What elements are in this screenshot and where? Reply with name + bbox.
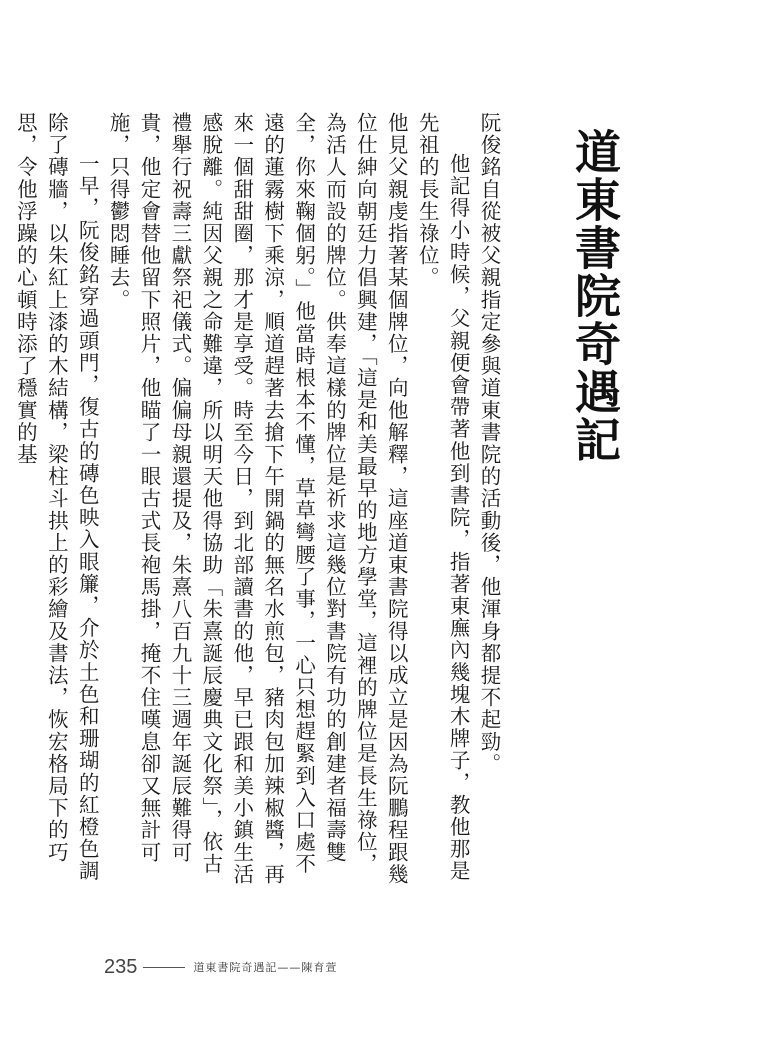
footer-divider xyxy=(143,967,185,968)
paragraph-4: 一早，阮俊銘穿過頭門，復古的磚色映入眼簾，介於土色和珊瑚的紅橙色調除了磚牆，以朱紅上漆的木結構，梁柱斗拱上的彩繪及書法，恢宏格局下的巧思，令他浮躁的心頓時添了穩實的基 xyxy=(13,112,100,883)
body-text xyxy=(13,112,504,892)
paragraph-2: 他記得小時候，父親便會帶著他到書院，指著東廡內幾塊木牌子，教他那是先祖的長生祿位。 xyxy=(415,112,471,883)
page-number: 235 xyxy=(104,955,138,978)
running-title: 道東書院奇遇記——陳育萱 xyxy=(193,961,338,974)
paragraph-1: 阮俊銘自從被父親指定參與道東書院的活動後，他渾身都提不起勁。 xyxy=(477,112,501,775)
chapter-title: 道東書院奇遇記 xyxy=(568,128,622,464)
paragraph-3: 他見父親虔指著某個牌位，向他解釋，這座道東書院得以成立是因為阮鵬程跟幾位仕紳向朝廷力倡興建，「這是和美最早的地方學堂，這裡的牌位是長生祿位，為活人而設的牌位。供奉這樣的牌位是祈求這幾位對書院有功的創建者福壽雙全，你來鞠個躬。」他當時根本不懂，草草彎腰了事，一心只想趕緊到入口處不遠的蓮霧樹下乘涼，順道趕著去搶下午開鍋的無名水煎包，豬肉包加辣椒醬，再來一個甜甜圈，那才是享受。時至今日，到北部讀書的他，早已跟和美小鎮生活感脫離。純因父親之命難違，所以明天他得協助「朱熹誕辰慶典文化祭」，依古禮舉行祝壽三獻祭祀儀式。偏偏母親還提及，朱熹八百九十三週年誕辰難得可貴，他定會替他留下照片，他瞄了一眼古式長袍馬掛，掩不住嘆息卻又無計可施，只得鬱悶睡去。 xyxy=(106,112,409,886)
page-footer xyxy=(104,955,337,979)
